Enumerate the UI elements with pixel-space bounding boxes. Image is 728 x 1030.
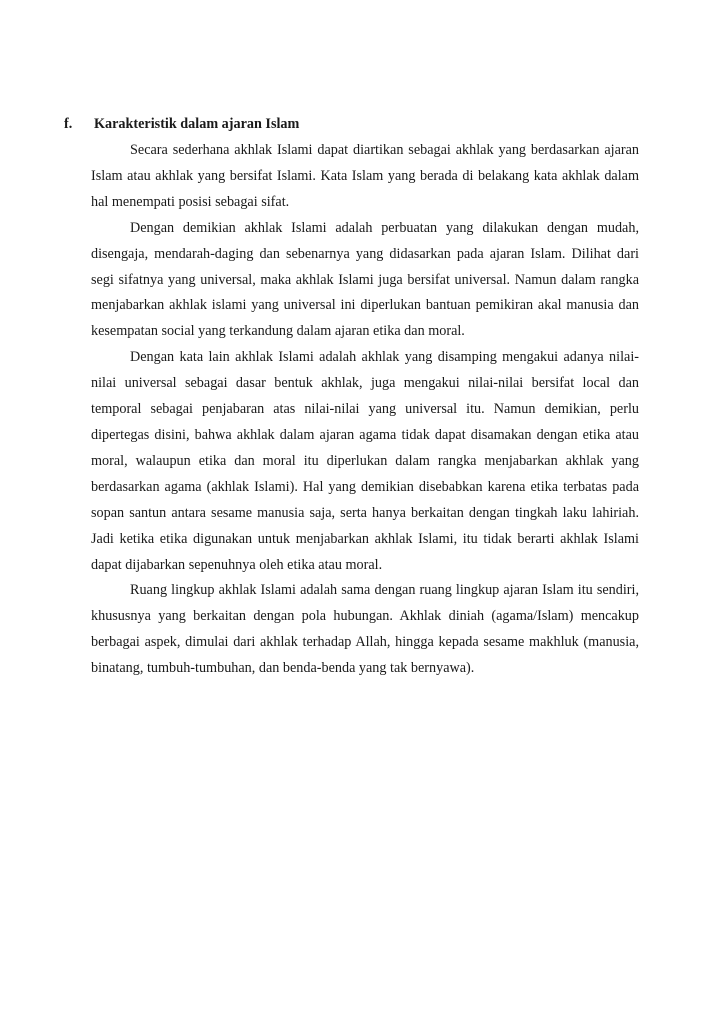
paragraph: Dengan demikian akhlak Islami adalah perbuatan yang dilakukan dengan mudah, disengaja, mendarah-daging dan sebenarnya yang didasarkan pada ajaran Islam. Dilihat dari segi sifatnya yang universal, maka akhlak Islami juga bersifat universal. Namun dalam rangka menjabarkan akhlak islami yang universal ini diperlukan bantuan pemikiran akal manusia dan kesempatan social yang terkandung dalam ajaran etika dan moral. (91, 219, 639, 340)
paragraph: Dengan kata lain akhlak Islami adalah akhlak yang disamping mengakui adanya nilai-nilai universal sebagai dasar bentuk akhlak, juga mengakui nilai-nilai bersifat local dan temporal sebagai penjabaran atas nilai-nilai yang universal itu. Namun demikian, perlu dipertegas disini, bahwa akhlak dalam ajaran agama tidak dapat disamakan dengan etika atau moral, walaupun etika dan moral itu diperlukan dalam rangka menjabarkan akhlak yang berdasarkan agama (akhlak Islami). Hal yang demikian disebabkan karena etika terbatas pada sopan santun antara sesame manusia saja, serta hanya berkaitan dengan tingkah laku lahiriah. Jadi ketika etika digunakan untuk menjabarkan akhlak Islami, itu tidak berarti akhlak Islami dapat dijabarkan sepenuhnya oleh etika atau moral. (91, 349, 639, 573)
paragraph: Secara sederhana akhlak Islami dapat diartikan sebagai akhlak yang berdasarkan ajaran Islam atau akhlak yang bersifat Islami. Kata Islam yang berada di belakang kata akhlak dalam hal menempati posisi sebagai sifat. (91, 142, 639, 210)
paragraph: Ruang lingkup akhlak Islami adalah sama dengan ruang lingkup ajaran Islam itu sendiri, khususnya yang berkaitan dengan pola hubungan. Akhlak diniah (agama/Islam) mencakup berbagai aspek, dimulai dari akhlak terhadap Allah, hingga kepada sesame makhluk (manusia, binatang, tumbuh-tumbuhan, dan benda-benda yang tak bernyawa). (91, 582, 639, 677)
section-title: Karakteristik dalam ajaran Islam (94, 116, 300, 132)
section-heading (64, 114, 299, 134)
section-marker: f. (64, 116, 73, 132)
section-body (91, 138, 639, 682)
